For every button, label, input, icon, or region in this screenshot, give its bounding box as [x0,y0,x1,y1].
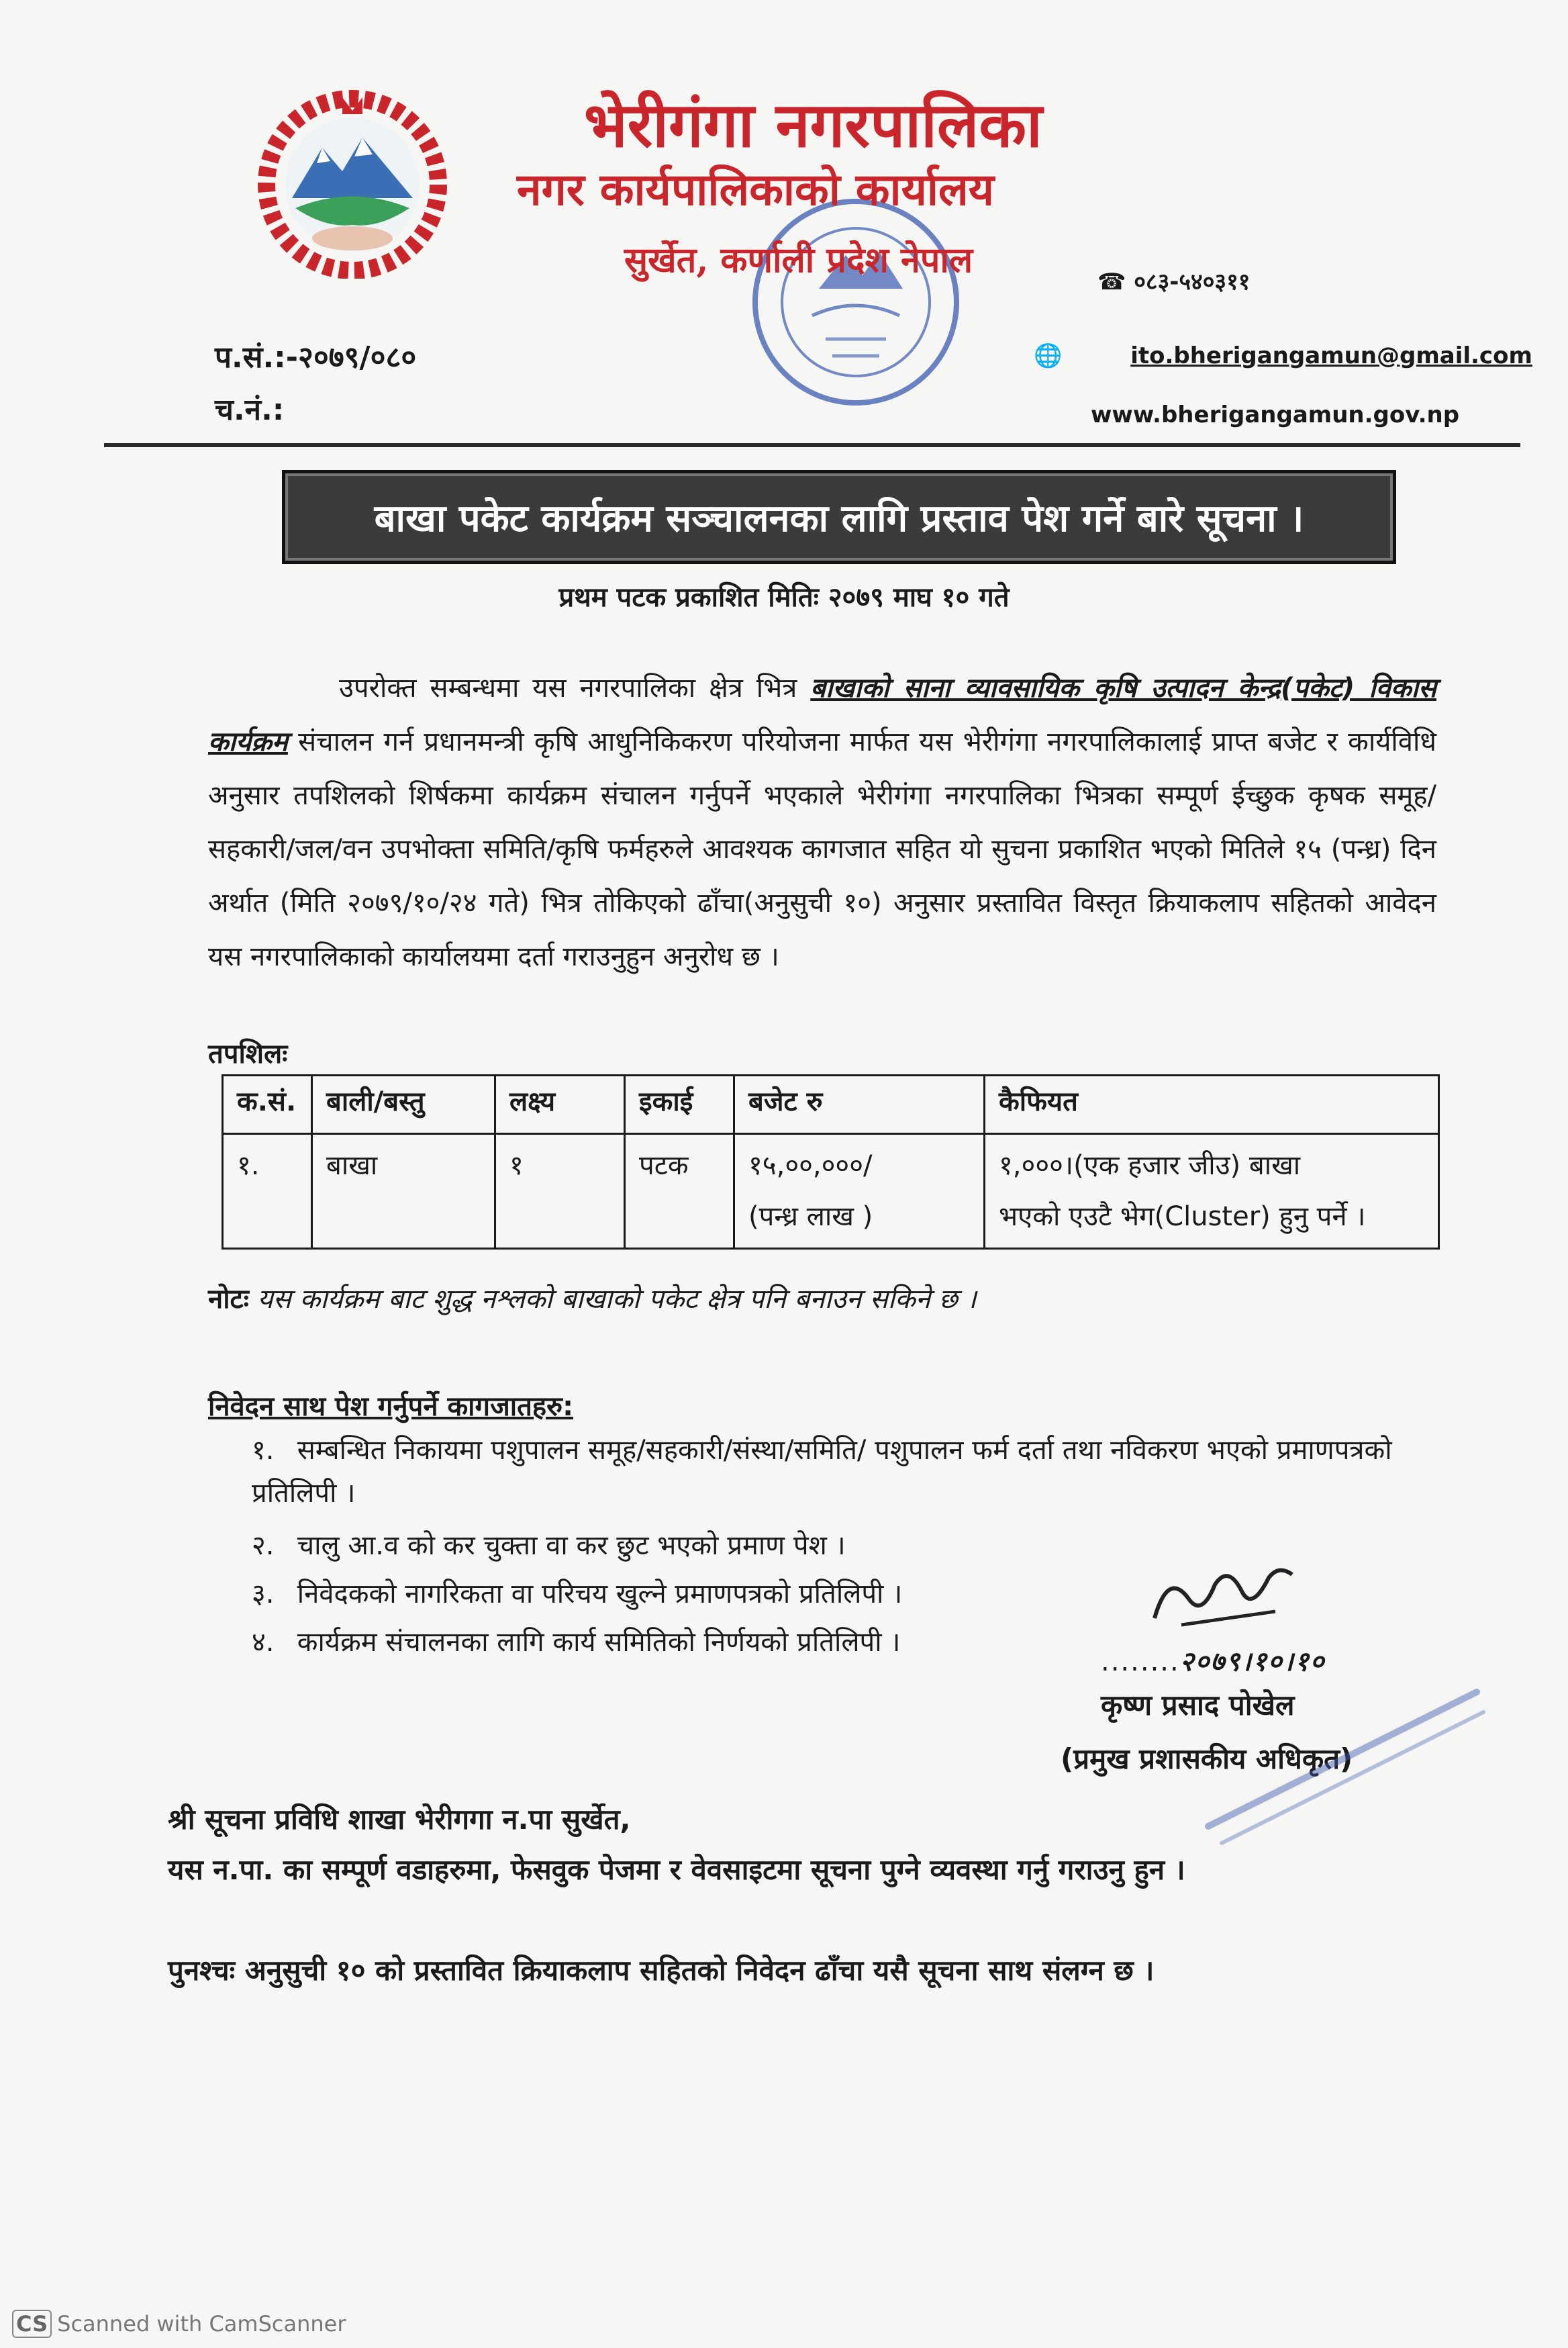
notice-body [208,661,1436,984]
list-item-number: १. [252,1435,275,1466]
footer-instruction: यस न.पा. का सम्पूर्ण वडाहरुमा, फेसवुक पेजमा र वेवसाइटमा सूचना पुग्ने व्यवस्था गर्नु गराउनु हुन । [168,1853,1185,1886]
remarks-line-2: भएको एउटै भेग(Cluster) हुनु पर्ने । [999,1201,1366,1232]
program-details-table [222,1074,1440,1250]
body-rest: संचालन गर्न प्रधानमन्त्री कृषि आधुनिकिकरण परियोजना मार्फत यस भेरीगंगा नगरपालिकालाई प्राप्त बजेट र कार्यविधि अनुसार तपशिलको शिर्षकमा कार्यक्रम संचालन गर्नुपर्ने भएकाले भेरीगंगा नगरपालिका भित्रका सम्पूर्ण ईच्छुक कृषक समूह/सहकारी/जल/वन उपभोक्ता समिति/कृषि फर्महरुले आवश्यक कागजात सहित यो सुचना प्रकाशित भएको मितिले १५ (पन्ध्र) दिन अर्थात (मिति २०७९/१०/२४ गते) भित्र तोकिएको ढाँचा(अनुसुची १०) अनुसार प्रस्तावित विस्तृत क्रियाकलाप सहितको आवेदन यस नगरपालिकाको कार्यालयमा दर्ता गराउनुहुन अनुरोध छ । [208,726,1436,972]
notice-title: बाखा पकेट कार्यक्रम सञ्चालनका लागि प्रस्ताव पेश गर्ने बारे सूचना । [282,470,1396,564]
signature-date: २०७९।१०।१० [1179,1646,1326,1677]
list-item [252,1621,1191,1664]
list-item-number: ३. [252,1579,275,1609]
note [208,1279,977,1316]
office-address: सुर्खेत, कर्णाली प्रदेश नेपाल [624,240,973,281]
budget-words: (पन्ध्र लाख ) [748,1201,873,1232]
globe-icon: 🌐 [1034,342,1063,369]
table-header-row [223,1076,1439,1134]
cell-item: बाखा [312,1134,495,1249]
header-remarks: कैफियत [985,1076,1439,1134]
municipality-name: भेरीगंगा नगरपालिका [584,89,1042,161]
details-label: तपशिलः [208,1039,288,1070]
header-sn: क.सं. [223,1076,312,1134]
publish-date: प्रथम पटक प्रकाशित मितिः २०७९ माघ १० गते [558,582,1010,613]
header-item: बाली/बस्तु [312,1076,495,1134]
signatory-name: कृष्ण प्रसाद पोखेल [1101,1689,1295,1722]
remarks-line-1: १,०००।(एक हजार जीउ) बाखा [999,1150,1301,1181]
dispatch-number: च.नं.: [215,393,285,427]
list-item-number: २. [252,1530,275,1561]
list-item-text: कार्यक्रम संचालनका लागि कार्य समितिको निर्णयको प्रतिलिपी । [297,1627,901,1658]
reference-number: प.सं.:-२०७९/०८० [215,340,417,375]
email-address: ito.bherigangamun@gmail.com [1130,342,1532,369]
footer-postscript: पुनश्चः अनुसुची १० को प्रस्तावित क्रियाकलाप सहितको निवेदन ढाँचा यसै सूचना साथ संलग्न छ । [168,1954,1155,1987]
cell-unit: पटक [625,1134,734,1249]
list-item-number: ४. [252,1627,275,1658]
list-item-text: सम्बन्धित निकायमा पशुपालन समूह/सहकारी/संस्था/समिति/ पशुपालन फर्म दर्ता तथा नविकरण भएको प्रमाणपत्रको प्रतिलिपी । [252,1435,1392,1509]
cell-budget [734,1134,985,1249]
signature-dots: ........ [1101,1646,1180,1677]
designation-stamp [1181,1665,1504,1853]
website-address: www.bherigangamun.gov.np [1091,402,1460,428]
table-row [223,1134,1439,1249]
body-lead: उपरोक्त सम्बन्धमा यस नगरपालिका क्षेत्र भित्र [339,673,797,704]
header-budget: बजेट रु [734,1076,985,1134]
camscanner-watermark [12,2310,346,2338]
municipality-seal-stamp [745,188,967,416]
handwritten-signature [1141,1551,1309,1645]
camscanner-text: Scanned with CamScanner [57,2311,346,2337]
note-label: नोटः [208,1284,249,1315]
list-item [252,1429,1453,1515]
signatory-designation: (प्रमुख प्रशासकीय अधिकृत) [1061,1742,1353,1775]
list-item-text: निवेदकको नागरिकता वा परिचय खुल्ने प्रमाणपत्रको प्रतिलिपी । [297,1579,903,1609]
header-unit: इकाई [625,1076,734,1134]
list-item [252,1572,1191,1615]
budget-amount: १५,००,०००/ [748,1150,873,1181]
program-name: बाखाको साना व्यावसायिक कृषि उत्पादन केन्द्र(पकेट) विकास कार्यक्रम [208,673,1437,757]
phone-icon: ☎ [1097,269,1126,295]
header-divider [104,443,1520,447]
footer-recipient: श्री सूचना प्रविधि शाखा भेरीगगा न.पा सुर्खेत, [168,1803,631,1836]
nepal-emblem-logo [255,84,450,279]
camscanner-badge: CS [12,2310,52,2338]
phone-number: ०८३-५४०३११ [1134,269,1251,295]
note-text: यस कार्यक्रम बाट शुद्ध नश्लको बाखाको पकेट क्षेत्र पनि बनाउन सकिने छ । [257,1284,977,1315]
cell-target: १ [495,1134,625,1249]
list-item-text: चालु आ.व को कर चुक्ता वा कर छुट भएको प्रमाण पेश । [297,1530,846,1561]
cell-sn: १. [223,1134,312,1249]
office-name: नगर कार्यपालिकाको कार्यालय [517,163,994,216]
header-target: लक्ष्य [495,1076,625,1134]
documents-heading: निवेदन साथ पेश गर्नुपर्ने कागजातहरु: [208,1391,574,1422]
cell-remarks [985,1134,1439,1249]
